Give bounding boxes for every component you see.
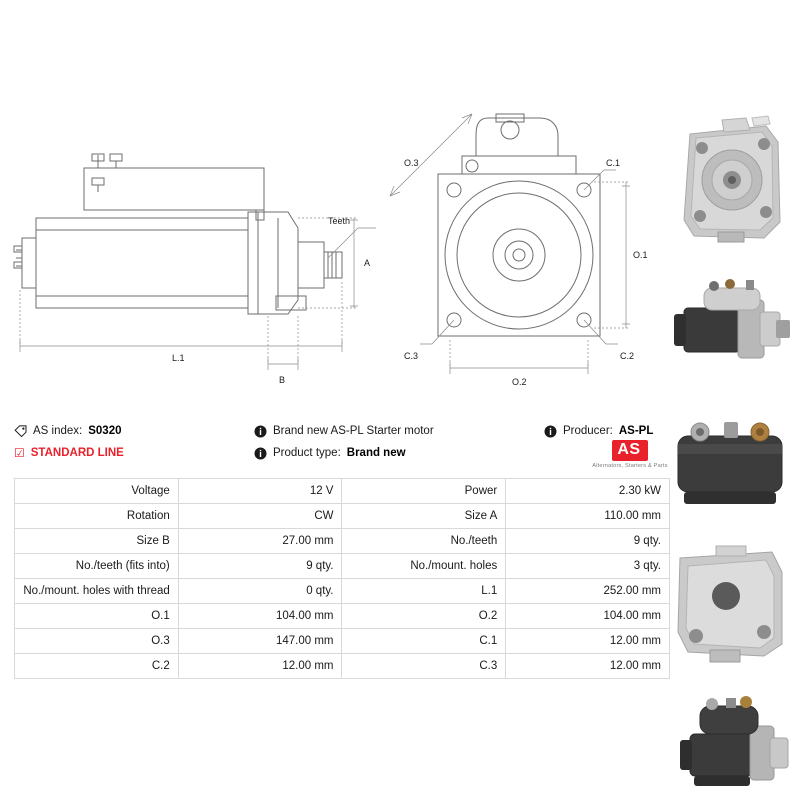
spec-key: Power	[342, 479, 506, 504]
as-index-value: S0320	[88, 425, 122, 437]
spec-key: Rotation	[15, 504, 179, 529]
spec-key: L.1	[342, 579, 506, 604]
spec-key: No./teeth	[342, 529, 506, 554]
table-row	[15, 629, 670, 654]
info-icon	[254, 425, 267, 438]
info-column-index	[14, 420, 239, 464]
spec-key: No./teeth (fits into)	[15, 554, 179, 579]
drawing-label-teeth: Teeth	[328, 216, 351, 226]
aspl-brand-logo	[587, 440, 673, 469]
table-row	[15, 529, 670, 554]
table-row	[15, 654, 670, 679]
spec-key: O.2	[342, 604, 506, 629]
table-row	[15, 604, 670, 629]
spec-value: 110.00 mm	[506, 504, 670, 529]
spec-value: 0 qty.	[178, 579, 342, 604]
spec-value: 12 V	[178, 479, 342, 504]
spec-value: 9 qty.	[506, 529, 670, 554]
drawing-label-c2: C.2	[620, 351, 635, 361]
spec-key: Size B	[15, 529, 179, 554]
spec-value: 2.30 kW	[506, 479, 670, 504]
description-row	[254, 420, 504, 442]
drawing-label-o3: O.3	[404, 158, 419, 168]
spec-key: C.1	[342, 629, 506, 654]
info-column-description	[254, 420, 504, 464]
starter-side-view-drawing	[6, 100, 376, 400]
product-photo-assembly-side[interactable]	[660, 672, 800, 812]
product-photo-solenoid[interactable]	[660, 392, 800, 532]
table-row	[15, 504, 670, 529]
spec-key: Voltage	[15, 479, 179, 504]
spec-value: 104.00 mm	[506, 604, 670, 629]
drawing-label-c1: C.1	[606, 158, 621, 168]
as-index-row	[14, 420, 239, 442]
spec-key: O.1	[15, 604, 179, 629]
drawing-label-c3: C.3	[404, 351, 419, 361]
checkbox-checked-icon: ☑	[14, 446, 25, 460]
spec-key: Size A	[342, 504, 506, 529]
producer-label: Producer:	[563, 425, 613, 437]
info-column-producer	[544, 420, 674, 442]
drawing-label-b: B	[279, 375, 286, 385]
drawing-label-l1: L.1	[172, 353, 185, 363]
drawing-label-o2: O.2	[512, 377, 527, 387]
product-photo-gallery	[660, 112, 800, 812]
spec-value: 12.00 mm	[506, 654, 670, 679]
spec-value: 12.00 mm	[506, 629, 670, 654]
product-type-label: Product type:	[273, 447, 341, 459]
aspl-logo-subtitle: Alternators, Starters & Parts	[592, 463, 668, 469]
as-index-label: AS index:	[33, 425, 83, 437]
description-text: Brand new AS-PL Starter motor	[273, 425, 434, 437]
standard-line-row	[14, 442, 239, 464]
drawing-label-a: A	[364, 258, 371, 268]
spec-key: C.2	[15, 654, 179, 679]
tag-icon	[14, 425, 27, 438]
spec-key: O.3	[15, 629, 179, 654]
spec-key: No./mount. holes with thread	[15, 579, 179, 604]
spec-key: C.3	[342, 654, 506, 679]
table-row	[15, 479, 670, 504]
spec-value: 27.00 mm	[178, 529, 342, 554]
product-type-value: Brand new	[346, 447, 406, 459]
product-photo-rear-housing[interactable]	[660, 532, 800, 672]
info-icon	[254, 447, 267, 460]
product-info-summary	[14, 420, 670, 476]
front-view-svg	[380, 100, 665, 400]
spec-value: 104.00 mm	[178, 604, 342, 629]
producer-value: AS-PL	[618, 425, 654, 437]
spec-value: CW	[178, 504, 342, 529]
product-type-row	[254, 442, 504, 464]
producer-row	[544, 420, 674, 442]
spec-key: No./mount. holes	[342, 554, 506, 579]
specifications-table	[14, 478, 670, 679]
aspl-logo-mark: AS	[612, 440, 647, 461]
product-photo-front[interactable]	[660, 112, 800, 252]
product-photo-side-dark[interactable]	[660, 252, 800, 392]
drawing-label-o1: O.1	[633, 250, 648, 260]
spec-value: 12.00 mm	[178, 654, 342, 679]
standard-line-label: STANDARD LINE	[30, 447, 124, 459]
table-row	[15, 579, 670, 604]
spec-value: 3 qty.	[506, 554, 670, 579]
starter-front-view-drawing	[380, 100, 665, 400]
side-view-svg	[6, 100, 376, 400]
info-icon	[544, 425, 557, 438]
table-row	[15, 554, 670, 579]
spec-value: 9 qty.	[178, 554, 342, 579]
spec-value: 252.00 mm	[506, 579, 670, 604]
spec-value: 147.00 mm	[178, 629, 342, 654]
